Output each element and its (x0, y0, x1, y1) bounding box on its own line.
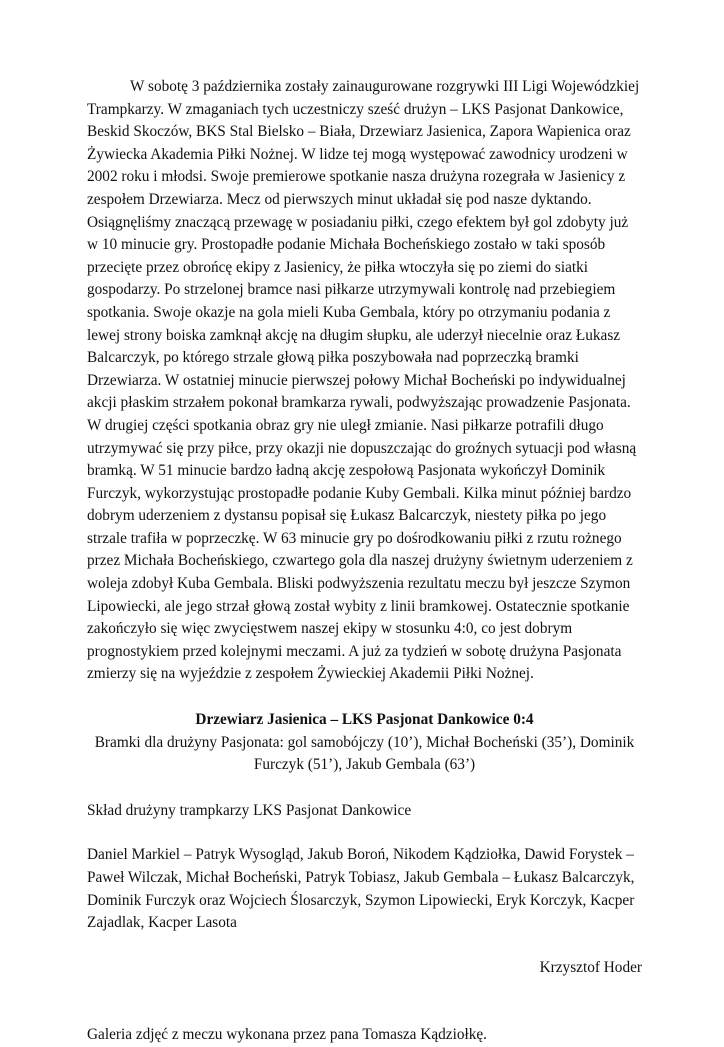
article-main-paragraph: W sobotę 3 października zostały zainaugurowane rozgrywki III Ligi Wojewódzkiej Trampkarzy. W zmaganiach tych uczestniczy sześć drużyn – LKS Pasjonat Dankowice, Beskid Skoczów, BKS Stal Bielsko – Biała, Drzewiarz Jasienica, Zapora Wapienica oraz Żywiecka Akademia Piłki Nożnej. W lidze tej mogą występować zawodnicy urodzeni w 2002 roku i młodsi. Swoje premierowe spotkanie nasza drużyna rozegrała w Jasienicy z zespołem Drzewiarza. Mecz od pierwszych minut układał się pod nasze dyktando. Osiągnęliśmy znaczącą przewagę w posiadaniu piłki, czego efektem był gol zdobyty już w 10 minucie gry. Prostopadłe podanie Michała Bocheńskiego zostało w taki sposób przecięte przez obrońcę ekipy z Jasienicy, że piłka wtoczyła się po ziemi do siatki gospodarzy. Po strzelonej bramce nasi piłkarze utrzymywali kontrolę nad przebiegiem spotkania. Swoje okazje na gola mieli Kuba Gembala, który po otrzymaniu podania z lewej strony boiska zamknął akcję na długim słupku, ale uderzył niecelnie oraz Łukasz Balcarczyk, po którego strzale głową piłka poszybowała nad poprzeczką bramki Drzewiarza. W ostatniej minucie pierwszej połowy Michał Bocheński po indywidualnej akcji płaskim strzałem pokonał bramkarza rywali, podwyższając prowadzenie Pasjonata. W drugiej części spotkania obraz gry nie uległ zmianie. Nasi piłkarze potrafili długo utrzymywać się przy piłce, przy okazji nie dopuszczając do groźnych sytuacji pod własną bramką. W 51 minucie bardzo ładną akcję zespołową Pasjonata wykończył Dominik Furczyk, wykorzystując prostopadłe podanie Kuby Gembali. Kilka minut później bardzo dobrym uderzeniem z dystansu popisał się Łukasz Balcarczyk, niestety piłka po jego strzale trafiła w poprzeczkę. W 63 minucie gry po dośrodkowaniu piłki z rzutu rożnego przez Michała Bocheńskiego, czwartego gola dla naszej drużyny świetnym uderzeniem z woleja zdobył Kuba Gembala. Bliski podwyższenia rezultatu meczu był jeszcze Szymon Lipowiecki, ale jego strzał głową został wybity z linii bramkowej. Ostatecznie spotkanie zakończyło się więc zwycięstwem naszej ekipy w stosunku 4:0, co jest dobrym prognostykiem przed kolejnymi meczami. A już za tydzień w sobotę drużyna Pasjonata zmierzy się na wyjeździe z zespołem Żywieckiej Akademii Piłki Nożnej. (87, 78, 640, 683)
author-signature: Krzysztof Hoder (539, 958, 642, 976)
squad-player-list: Daniel Markiel – Patryk Wysogląd, Jakub Boroń, Nikodem Kądziołka, Dawid Forystek – Paweł Wilczak, Michał Bocheński, Patryk Tobiasz, Jakub Gembala – Łukasz Balcarczyk, Dominik Furczyk oraz Wojciech Ślosarczyk, Szymon Lipowiecki, Eryk Korczyk, Kacper Zajadlak, Kacper Lasota (87, 846, 635, 932)
match-scorers: Bramki dla drużyny Pasjonata: gol samobójczy (10’), Michał Bocheński (35’), Dominik Furczyk (51’), Jakub Gembala (63’) (94, 733, 635, 774)
match-result-title: Drzewiarz Jasienica – LKS Pasjonat Dankowice 0:4 (195, 711, 534, 729)
squad-heading: Skład drużyny trampkarzy LKS Pasjonat Dankowice (87, 801, 412, 819)
gallery-note: Galeria zdjęć z meczu wykonana przez pana Tomasza Kądziołkę. (87, 1026, 487, 1044)
match-result (87, 709, 642, 777)
document-page (87, 76, 642, 1047)
